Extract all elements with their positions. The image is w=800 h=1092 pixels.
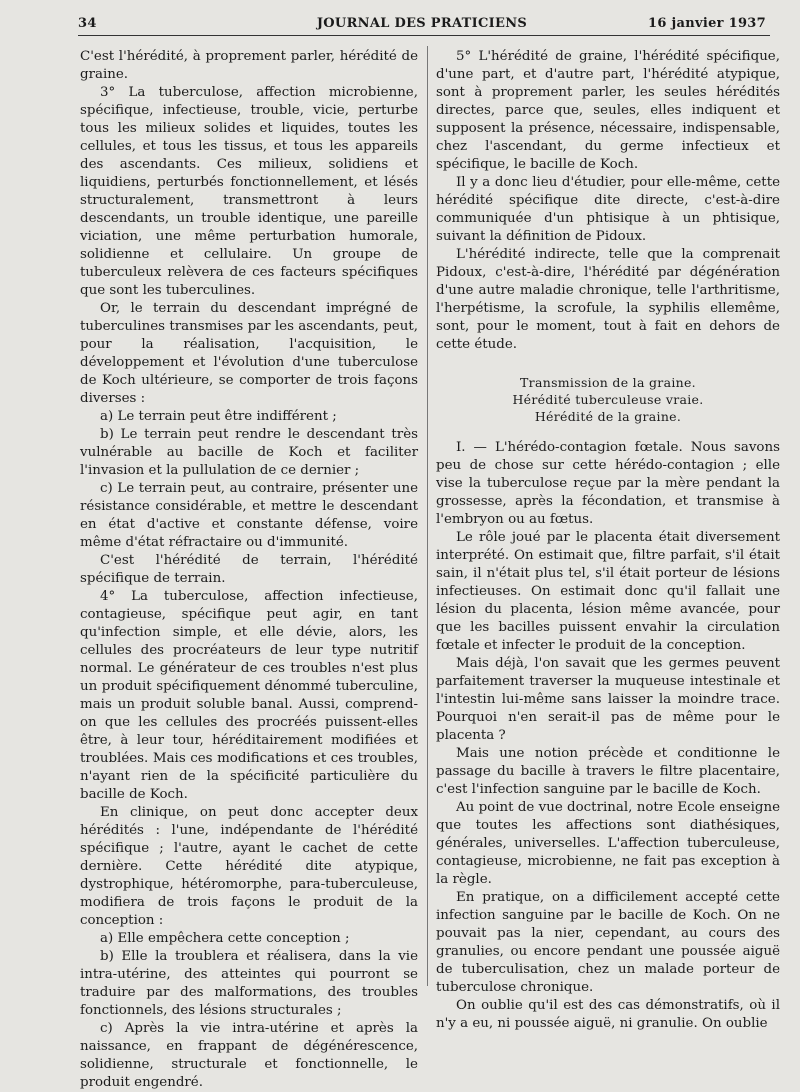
right-column xyxy=(436,48,780,1033)
paragraph: En pratique, on a difficilement accepté cette infection sanguine par le bacille de Koch. On ne pouvait pas la nier, cependant, au cours des granulies, ou encore pendant une poussée aiguë de tuberculisation, chez un malade porteur de tuberculose chronique. xyxy=(436,890,780,995)
paragraph: 4° La tuberculose, affection infectieuse, contagieuse, spécifique peut agir, en tant qu'infection simple, et elle dévie, alors, les cellules des procréateurs de leur type nutritif normal. Le générateur de ces troubles n'est plus un produit spécifiquement dénommé tuberculine, mais un produit soluble banal. Aussi, comprend-on que les cellules des procréés puissent-elles être, à leur tour, héréditairement modifiées et troublées. Mais ces modifications et ces troubles, n'ayant rien de la spécificité particulière du bacille de Koch. xyxy=(80,589,418,802)
list-item: a) Elle empêchera cette conception ; xyxy=(100,931,350,946)
page-header xyxy=(78,14,766,36)
section-heading-line: Hérédité de la graine. xyxy=(534,409,682,424)
paragraph: Il y a donc lieu d'étudier, pour elle-même, cette hérédité spécifique dite directe, c'est-à-dire communiquée d'un phtisique à un phtisique, suivant la définition de Pidoux. xyxy=(436,175,780,244)
section-heading-line: Transmission de la graine. xyxy=(520,375,696,390)
section-heading-line: Hérédité tuberculeuse vraie. xyxy=(512,392,704,407)
paragraph: On oublie qu'il est des cas démonstratifs, où il n'y a eu, ni poussée aiguë, ni granulie. On oublie xyxy=(436,998,780,1031)
list-item: b) Le terrain peut rendre le descendant très vulnérable au bacille de Koch et faciliter l'invasion et la pullulation de ce dernier ; xyxy=(80,427,418,478)
paragraph: I. — L'hérédo-contagion fœtale. Nous savons peu de chose sur cette hérédo-contagion ; elle vise la tuberculose reçue par la mère pendant la grossesse, après la fécondation, et transmise à l'embryon ou au fœtus. xyxy=(436,440,780,527)
paragraph: Le rôle joué par le placenta était diversement interprété. On estimait que, filtre parfait, s'il était sain, il n'était plus tel, s'il était porteur de lésions infectieuses. On estimait donc qu'il fallait une lésion du placenta, lésion même avancée, pour que les bacilles puissent envahir la circulation fœtale et infecter le produit de la conception. xyxy=(436,530,780,653)
paragraph: En clinique, on peut donc accepter deux hérédités : l'une, indépendante de l'hérédité spécifique ; l'autre, ayant le cachet de cette dernière. Cette hérédité dite atypique, dystrophique, hétéromorphe, para-tuberculeuse, modifiera de trois façons le produit de la conception : xyxy=(80,805,418,928)
list-item: b) Elle la troublera et réalisera, dans la vie intra-utérine, des atteintes qui pourront se traduire par des malformations, des troubles fonctionnels, des lésions structurales ; xyxy=(80,949,418,1018)
issue-date: 16 janvier 1937 xyxy=(647,16,766,31)
left-column xyxy=(80,48,418,1092)
paragraph: 3° La tuberculose, affection microbienne, spécifique, infectieuse, trouble, vicie, perturbe tous les milieux solides et liquides, toutes les cellules, et tous les tissus, et tous les appareils des ascendants. Ces milieux, solidiens et liquidiens, perturbés fonctionnellement, et lésés structuralement, transmettront à leurs descendants, un trouble identique, une pareille viciation, une même perturbation humorale, solidienne et cellulaire. Un groupe de tuberculeux relèvera de ces facteurs spécifiques que sont les tuberculines. xyxy=(80,85,418,298)
list-item: a) Le terrain peut être indifférent ; xyxy=(100,409,337,424)
list-item: c) Après la vie intra-utérine et après la naissance, en frappant de dégénérescence, solidienne, structurale et fonctionnelle, le produit engendré. xyxy=(80,1021,418,1090)
journal-title: JOURNAL DES PRATICIENS xyxy=(316,16,528,31)
page-number: 34 xyxy=(78,16,97,31)
paragraph: L'hérédité indirecte, telle que la comprenait Pidoux, c'est-à-dire, l'hérédité par dégénération d'une autre maladie chronique, telle l'arthritisme, l'herpétisme, la scrofule, la syphilis ellemême, sont, pour le moment, tout à fait en dehors de cette étude. xyxy=(436,247,780,352)
paragraph: 5° L'hérédité de graine, l'hérédité spécifique, d'une part, et d'autre part, l'hérédité atypique, sont à proprement parler, les seules hérédités directes, parce que, seules, elles indiquent et supposent la présence, nécessaire, indispensable, chez l'ascendant, du germe infectieux et spécifique, le bacille de Koch. xyxy=(436,49,780,172)
list-item: c) Le terrain peut, au contraire, présenter une résistance considérable, et mettre le descendant en état d'active et constante défense, voire même d'état réfractaire ou d'immunité. xyxy=(80,481,418,550)
paragraph: C'est l'hérédité de terrain, l'hérédité spécifique de terrain. xyxy=(80,553,418,586)
paragraph: Mais déjà, l'on savait que les germes peuvent parfaitement traverser la muqueuse intestinale et l'intestin lui-même sans laisser la moindre trace. Pourquoi n'en serait-il pas de même pour le placenta ? xyxy=(436,656,780,743)
header-rule xyxy=(78,35,770,36)
paragraph: Or, le terrain du descendant imprégné de tuberculines transmises par les ascendants, peut, pour la réalisation, l'acquisition, le développement et l'évolution d'une tuberculose de Koch ultérieure, se comporter de trois façons diverses : xyxy=(80,301,418,406)
column-divider xyxy=(427,46,428,986)
paragraph: C'est l'hérédité, à proprement parler, hérédité de graine. xyxy=(80,49,418,82)
paragraph: Mais une notion précède et conditionne le passage du bacille à travers le filtre placentaire, c'est l'infection sanguine par le bacille de Koch. xyxy=(436,746,780,797)
spacer xyxy=(436,425,780,439)
paragraph: Au point de vue doctrinal, notre Ecole enseigne que toutes les affections sont diathésiques, générales, universelles. L'affection tuberculeuse, contagieuse, microbienne, ne fait pas exception à la règle. xyxy=(436,800,780,887)
